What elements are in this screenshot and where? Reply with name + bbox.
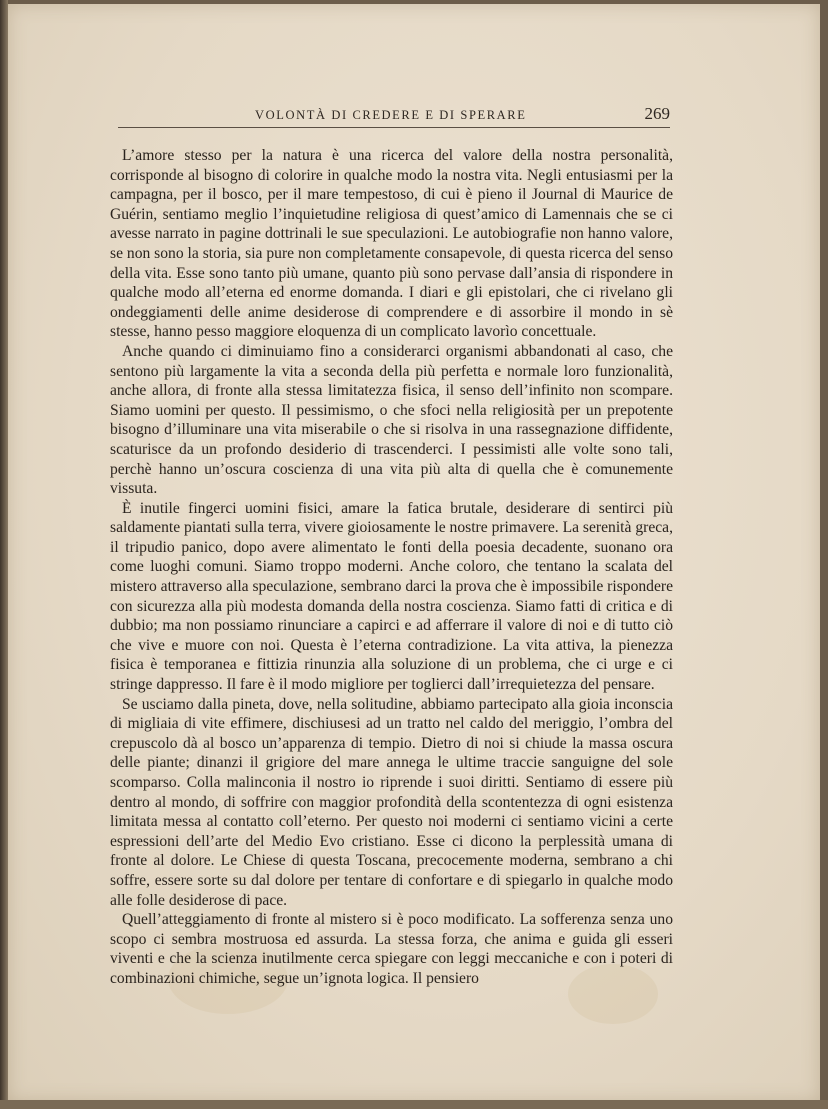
paragraph: Se usciamo dalla pineta, dove, nella solitudine, abbiamo partecipato alla gioia inconscia di migliaia di vite effimere, dischiusesi ad un tratto nel caldo del meriggio, l’ombra del crepuscolo dà al bosco un’apparenza di tempio. Dietro di noi si chiude la massa oscura delle piante; dinanzi il grigiore del mare annega le ultime traccie sanguigne del sole scomparso. Colla malinconia il nostro io riprende i suoi diritti. Sentiamo di essere più dentro al mondo, di soffrire con maggior profondità della scontentezza di ogni esistenza limitata messa al contatto coll’eterno. Per questo noi moderni ci sentiamo vicini a certe espressioni dell’arte del Medio Evo cristiano. Esse ci dicono la perplessità umana di fronte al dolore. Le Chiese di questa Toscana, precocemente moderna, sembrano a chi soffre, essere sorte su dal dolore per tentare di confortare e di spiegarlo in qualche modo alle folle desiderose di pace. [110,695,673,909]
paragraph: L’amore stesso per la natura è una ricerca del valore della nostra personalità, corrisponde al bisogno di colorire in qualche modo la nostra vita. Negli entusiasmi per la campagna, per il bosco, per il mare tempestoso, di cui è pieno il Journal di Maurice de Guérin, sentiamo meglio l’inquietudine religiosa di quest’amico di Lamennais che se ci avesse narrato in pagine dottrinali le sue speculazioni. Le autobiografie non hanno valore, se non sono la storia, sia pure non completamente consapevole, di questa ricerca del senso della vita. Esse sono tanto più umane, quanto più sono pervase dall’ansia di rispondere in qualche modo all’eterna ed enorme domanda. I diari e gli epistolari, che ci rivelano gli ondeggiamenti delle anime desiderose di comprendere e di assorbire il mondo in sè stesse, hanno pesso maggiore eloquenza di un complicato lavorìo concettuale. [110,147,673,341]
book-gutter-edge [0,0,8,1109]
paragraph: Quell’atteggiamento di fronte al mistero si è poco modificato. La sofferenza senza uno scopo ci sembra mostruosa ed assurda. La stessa forza, che anima e guida gli esseri viventi e che la scienza inutilmente cerca spiegare con leggi meccaniche e con i poteri di combinazioni chimiche, segue un’ignota logica. Il pensiero [110,911,673,987]
header-rule [118,127,670,128]
paragraph: Anche quando ci diminuiamo fino a considerarci organismi abbandonati al caso, che sentono più largamente la vita a seconda della più perfetta e normale loro funzionalità, anche allora, di fronte alla stessa limitatezza fisica, il senso dell’infinito non scompare. Siamo uomini per questo. Il pessimismo, o che sfoci nella religiosità per un prepotente bisogno d’illuminare una vita miserabile o che si risolva in una rassegnazione diffidente, scaturisce da un profondo desiderio di trascenderci. I pessimisti alle volte sono tali, perchè hanno un’oscura coscienza di una vita più alta di quella che è comunemente vissuta. [110,342,673,498]
body-text [110,146,673,989]
paragraph: È inutile fingerci uomini fisici, amare la fatica brutale, desiderare di sentirci più saldamente piantati sulla terra, vivere gioiosamente le nostre primavere. La serenità greca, il tripudio panico, dopo avere alimentato le fonti della poesia decadente, suonano ora come luoghi comuni. Siamo troppo moderni. Anche coloro, che tentano la scalata del mistero attraverso alla speculazione, sembrano darci la prova che è impossibile rispondere con sicurezza alla più modesta domanda della nostra coscienza. Siamo fatti di critica e di dubbio; ma non possiamo rinunciare a capirci e ad afferrare il valore di noi e di tutto ciò che vive e muore con noi. Questa è l’eterna contradizione. La vita attiva, la pienezza fisica è temporanea e fittizia rinunzia alla soluzione di un problema, che ci urge e ci stringe dappresso. Il fare è il modo migliore per toglierci dall’irrequietezza del pensare. [110,499,673,694]
running-title: VOLONTÀ DI CREDERE E DI SPERARE [255,108,527,122]
book-bottom-edge [0,1100,828,1109]
page-number: 269 [644,104,670,123]
page-header [100,100,672,130]
